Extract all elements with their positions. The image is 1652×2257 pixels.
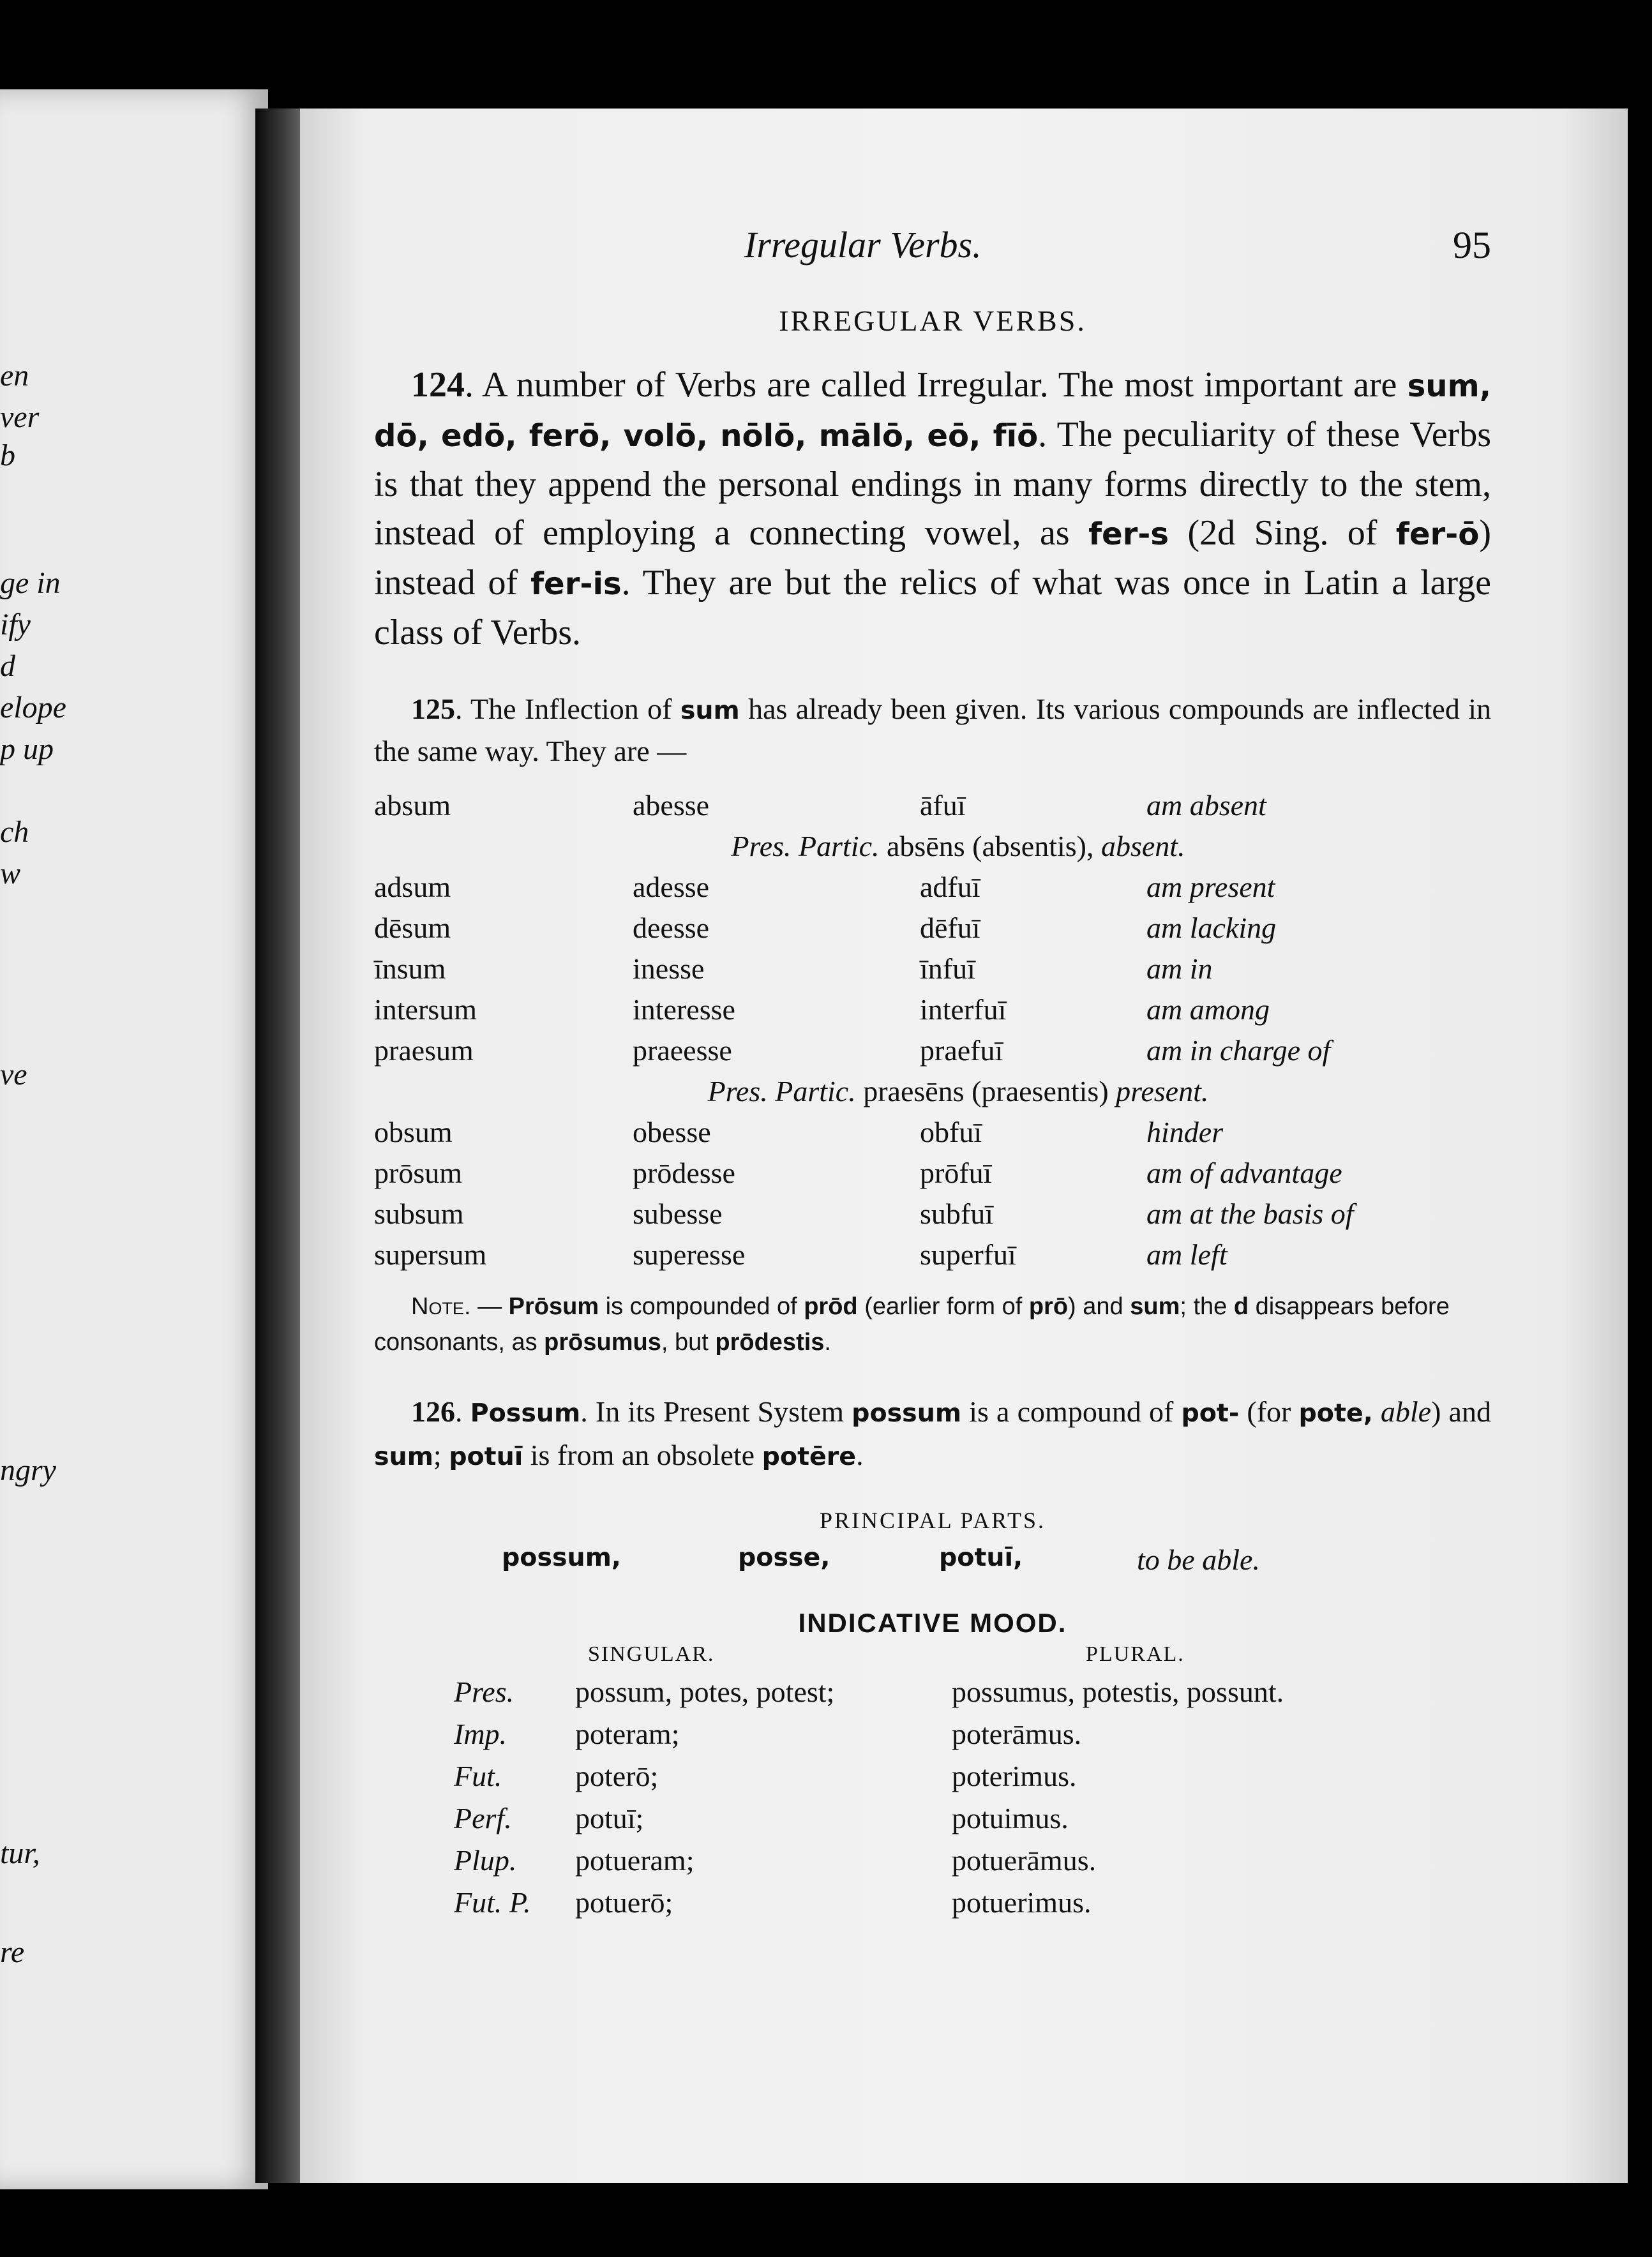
infinitive-form: inesse bbox=[633, 952, 705, 985]
left-page-fragment: elope bbox=[0, 691, 66, 724]
participle-cell bbox=[374, 1070, 1491, 1111]
participle-text: praesēns (praesentis) bbox=[855, 1074, 1116, 1107]
singular-forms: possum, potes, potest; bbox=[575, 1675, 835, 1708]
perfect-form: interfuī bbox=[920, 993, 1007, 1026]
bold-term: d bbox=[1233, 1293, 1249, 1320]
running-head bbox=[374, 223, 1491, 274]
perfect-form: āfuī bbox=[920, 788, 966, 821]
left-page-fragment: w bbox=[0, 857, 21, 890]
indicative-conjugation-table bbox=[454, 1670, 1284, 1923]
plural-forms: potuerāmus. bbox=[952, 1843, 1097, 1877]
infinitive-form: deesse bbox=[633, 911, 710, 944]
tense-row bbox=[454, 1797, 1284, 1839]
bold-term: sum bbox=[1130, 1293, 1180, 1320]
compound-row bbox=[374, 1111, 1491, 1152]
text-run: ) and bbox=[1068, 1293, 1130, 1320]
tense-row bbox=[454, 1881, 1284, 1923]
bold-term: prōd bbox=[804, 1293, 858, 1320]
text-run: ; bbox=[433, 1439, 449, 1471]
number-column-headers bbox=[374, 1638, 1491, 1670]
compound-row bbox=[374, 866, 1491, 907]
perfect-form: superfuī bbox=[920, 1238, 1016, 1271]
paragraph-124 bbox=[374, 361, 1491, 657]
text-run: ) instead of bbox=[374, 513, 1492, 603]
infinitive-form: obesse bbox=[633, 1115, 711, 1148]
text-run: . They are but the relics of what was once in Latin a large class of Verbs. bbox=[374, 563, 1491, 652]
infinitive-form: prōdesse bbox=[633, 1156, 735, 1189]
note-label: Note. bbox=[411, 1293, 471, 1320]
bold-term: sum, dō, edō, ferō, volō, nōlō, mālō, eō, fīō bbox=[374, 368, 1491, 454]
book-page bbox=[300, 109, 1628, 2183]
tense-row bbox=[454, 1713, 1284, 1755]
participle-text: absēns (absentis), bbox=[879, 829, 1101, 862]
left-page-fragment: d bbox=[0, 649, 15, 683]
perfect-form: prōfuī bbox=[920, 1156, 992, 1189]
infinitive-form: praeesse bbox=[633, 1033, 732, 1067]
plural-header: PLURAL. bbox=[1086, 1642, 1185, 1666]
left-page-fragment: ve bbox=[0, 1058, 27, 1091]
tense-row bbox=[454, 1755, 1284, 1797]
participle-row bbox=[374, 1070, 1491, 1111]
section-number: 125 bbox=[411, 693, 455, 725]
paragraph-125 bbox=[374, 689, 1491, 772]
tense-label: Fut. P. bbox=[454, 1886, 531, 1919]
singular-forms: poteram; bbox=[575, 1717, 680, 1750]
text-run: is compounded of bbox=[599, 1293, 804, 1320]
meaning: am lacking bbox=[1146, 911, 1277, 944]
text-run: . The Inflection of bbox=[455, 693, 680, 725]
singular-forms: poterō; bbox=[575, 1759, 659, 1792]
note-paragraph bbox=[374, 1289, 1491, 1360]
text-run: . bbox=[824, 1329, 831, 1356]
text-run: . bbox=[856, 1439, 864, 1471]
singular-forms: potuerō; bbox=[575, 1886, 673, 1919]
present-form: prōsum bbox=[374, 1156, 462, 1189]
compound-row bbox=[374, 907, 1491, 948]
text-run: disappears before consonants, as bbox=[374, 1293, 1450, 1356]
meaning: am in bbox=[1146, 952, 1213, 985]
bold-term: sum bbox=[680, 696, 740, 725]
singular-forms: potueram; bbox=[575, 1843, 695, 1877]
left-page-fragment: re bbox=[0, 1935, 25, 1969]
compound-row bbox=[374, 1193, 1491, 1234]
present-form: īnsum bbox=[374, 952, 446, 985]
principal-parts-heading: PRINCIPAL PARTS. bbox=[820, 1508, 1046, 1533]
bold-term: prōdestis bbox=[715, 1329, 825, 1356]
left-page-fragment: tur, bbox=[0, 1836, 40, 1870]
left-page-fragment: ify bbox=[0, 608, 31, 641]
present-form: praesum bbox=[374, 1033, 474, 1067]
meaning: am in charge of bbox=[1146, 1033, 1331, 1067]
tense-row bbox=[454, 1839, 1284, 1881]
italic-term: able bbox=[1380, 1395, 1432, 1428]
text-run: ) and bbox=[1431, 1395, 1491, 1428]
meaning: am left bbox=[1146, 1238, 1228, 1271]
plural-forms: potuimus. bbox=[952, 1801, 1069, 1834]
participle-label: Pres. Partic. bbox=[707, 1074, 856, 1107]
principal-part: posse, bbox=[738, 1543, 830, 1572]
text-run: . bbox=[455, 1395, 470, 1428]
principal-parts-meaning: to be able. bbox=[1137, 1543, 1260, 1576]
meaning: am among bbox=[1146, 993, 1270, 1026]
present-form: supersum bbox=[374, 1238, 487, 1271]
section-number: 124 bbox=[411, 365, 465, 405]
bold-term: fer-ō bbox=[1395, 516, 1480, 552]
tense-label: Perf. bbox=[454, 1801, 512, 1834]
text-run: ; the bbox=[1180, 1293, 1234, 1320]
text-run: (2d Sing. of bbox=[1169, 513, 1396, 553]
text-run: is a compound of bbox=[961, 1395, 1182, 1428]
infinitive-form: interesse bbox=[633, 993, 735, 1026]
present-form: adsum bbox=[374, 870, 451, 903]
compound-row bbox=[374, 784, 1491, 825]
bold-term: prō bbox=[1028, 1293, 1069, 1320]
page-number: 95 bbox=[1453, 224, 1491, 266]
compound-row bbox=[374, 948, 1491, 989]
left-page-fragment: ver bbox=[0, 400, 40, 434]
tense-label: Pres. bbox=[454, 1675, 514, 1708]
bold-term: fer-is bbox=[530, 566, 622, 602]
indicative-mood-heading: INDICATIVE MOOD. bbox=[798, 1608, 1067, 1638]
left-page-fragment: en bbox=[0, 359, 29, 393]
left-page-fragment: p up bbox=[0, 732, 54, 766]
meaning: am present bbox=[1146, 870, 1275, 903]
left-page-fragment: ch bbox=[0, 815, 29, 849]
perfect-form: dēfuī bbox=[920, 911, 980, 944]
text-run: , but bbox=[661, 1329, 716, 1356]
text-run: — bbox=[470, 1293, 509, 1320]
tense-label: Plup. bbox=[454, 1843, 517, 1877]
tense-label: Fut. bbox=[454, 1759, 502, 1792]
participle-meaning: absent. bbox=[1100, 829, 1185, 862]
infinitive-form: adesse bbox=[633, 870, 710, 903]
participle-meaning: present. bbox=[1116, 1074, 1209, 1107]
text-run: . The peculiarity of these Verbs is that they append the personal endings in many forms directly to the stem, instead of employing a connecting vowel, as bbox=[374, 415, 1491, 553]
perfect-form: praefuī bbox=[920, 1033, 1003, 1067]
bold-term: potuī bbox=[449, 1442, 523, 1471]
infinitive-form: subesse bbox=[633, 1197, 723, 1230]
tense-row bbox=[454, 1670, 1284, 1713]
section-number: 126 bbox=[411, 1395, 455, 1428]
infinitive-form: abesse bbox=[633, 788, 710, 821]
singular-header: SINGULAR. bbox=[588, 1642, 715, 1666]
compound-row bbox=[374, 1152, 1491, 1193]
bold-term: prōsumus bbox=[544, 1329, 661, 1356]
bold-term: potēre bbox=[762, 1442, 857, 1471]
text-run: (for bbox=[1239, 1395, 1299, 1428]
plural-forms: poterāmus. bbox=[952, 1717, 1082, 1750]
infinitive-form: superesse bbox=[633, 1238, 746, 1271]
text-run: has already been given. Its various compounds are inflected in the same way. They are — bbox=[374, 693, 1491, 767]
bold-term: Possum bbox=[470, 1398, 581, 1428]
text-run: . A number of Verbs are called Irregular. The most important are bbox=[465, 365, 1408, 405]
compounds-table bbox=[374, 784, 1491, 1275]
perfect-form: adfuī bbox=[920, 870, 980, 903]
running-head-title: Irregular Verbs. bbox=[744, 224, 982, 266]
text-run: is from an obsolete bbox=[523, 1439, 762, 1471]
tense-label: Imp. bbox=[454, 1717, 507, 1750]
compound-row bbox=[374, 1030, 1491, 1070]
principal-part: potuī, bbox=[939, 1543, 1023, 1572]
left-page bbox=[0, 89, 268, 2189]
left-page-fragment: ngry bbox=[0, 1453, 56, 1487]
left-page-fragment: b bbox=[0, 439, 15, 472]
present-form: dēsum bbox=[374, 911, 451, 944]
plural-forms: poterimus. bbox=[952, 1759, 1077, 1792]
section-heading: IRREGULAR VERBS. bbox=[779, 304, 1086, 337]
compound-row bbox=[374, 989, 1491, 1030]
participle-row bbox=[374, 825, 1491, 866]
plural-forms: possumus, potestis, possunt. bbox=[952, 1675, 1284, 1708]
text-run: (earlier form of bbox=[857, 1293, 1029, 1320]
present-form: obsum bbox=[374, 1115, 453, 1148]
perfect-form: īnfuī bbox=[920, 952, 975, 985]
meaning: am absent bbox=[1146, 788, 1266, 821]
left-page-fragment: ge in bbox=[0, 566, 61, 600]
bold-term: pote, bbox=[1298, 1398, 1373, 1428]
meaning: am at the basis of bbox=[1146, 1197, 1354, 1230]
paragraph-126 bbox=[374, 1391, 1491, 1478]
participle-cell bbox=[374, 825, 1491, 866]
plural-forms: potuerimus. bbox=[952, 1886, 1092, 1919]
meaning: hinder bbox=[1146, 1115, 1224, 1148]
perfect-form: obfuī bbox=[920, 1115, 982, 1148]
principal-parts-row bbox=[374, 1538, 1491, 1585]
bold-term: sum bbox=[374, 1442, 433, 1471]
compound-row bbox=[374, 1234, 1491, 1275]
participle-label: Pres. Partic. bbox=[731, 829, 880, 862]
present-form: intersum bbox=[374, 993, 477, 1026]
text-run: . In its Present System bbox=[580, 1395, 852, 1428]
present-form: absum bbox=[374, 788, 451, 821]
page-content bbox=[374, 223, 1491, 1923]
meaning: am of advantage bbox=[1146, 1156, 1342, 1189]
present-form: subsum bbox=[374, 1197, 464, 1230]
bold-term: Prōsum bbox=[508, 1293, 599, 1320]
perfect-form: subfuī bbox=[920, 1197, 993, 1230]
bold-term: fer-s bbox=[1088, 516, 1169, 552]
bold-term: possum bbox=[852, 1398, 962, 1428]
principal-part: possum, bbox=[502, 1543, 621, 1572]
bold-term: pot- bbox=[1181, 1398, 1240, 1428]
singular-forms: potuī; bbox=[575, 1801, 644, 1834]
